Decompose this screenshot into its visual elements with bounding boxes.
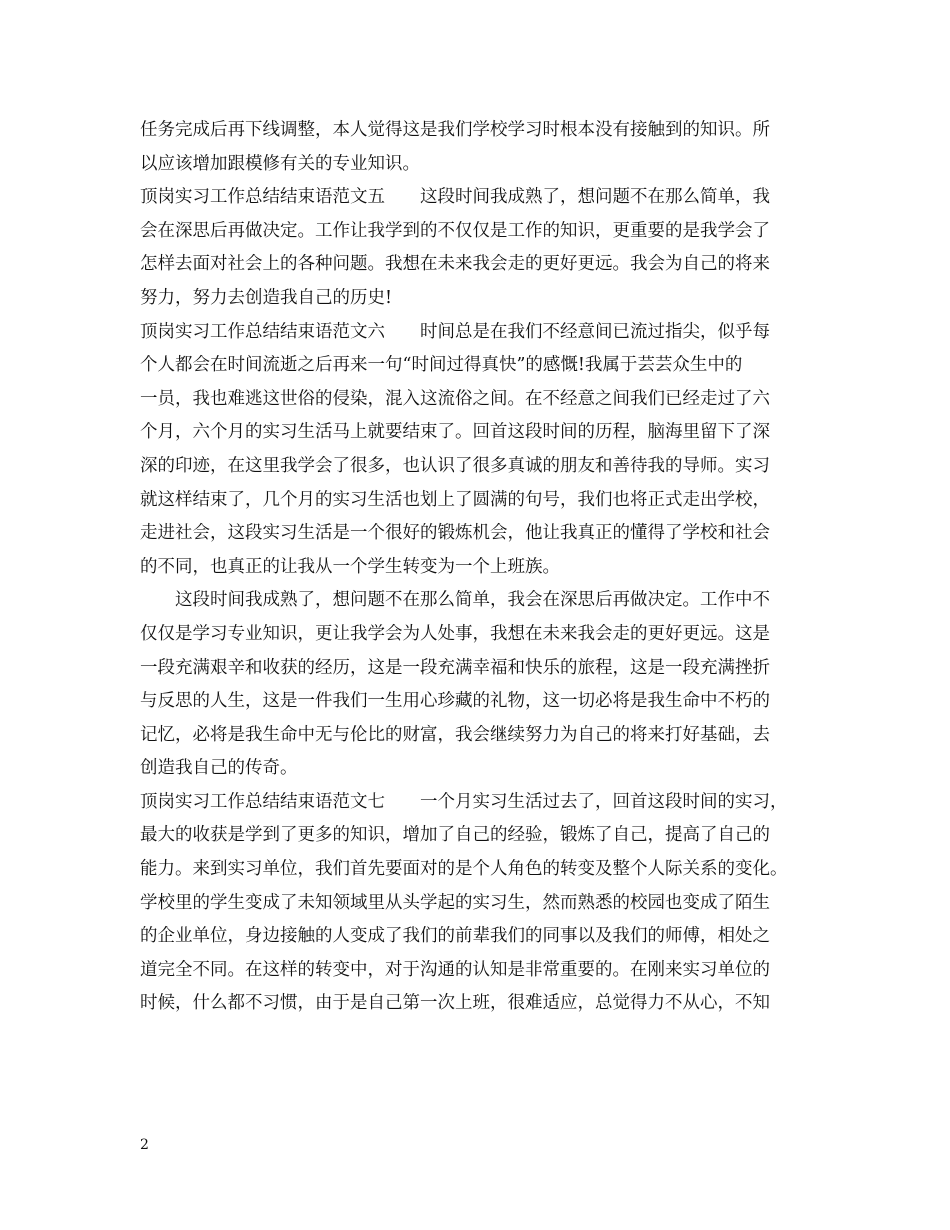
text-line: 仅仅是学习专业知识，更让我学会为人处事，我想在未来我会走的更好更远。这是	[140, 623, 770, 644]
text-line: 走进社会，这段实习生活是一个很好的锻炼机会，他让我真正的懂得了学校和社会	[140, 523, 770, 544]
paragraph-first-line: 这段时间我成熟了，想问题不在那么简单，我会在深思后再做决定。工作中不	[175, 590, 770, 611]
text-line: 怎样去面对社会上的各种问题。我想在未来我会走的更好更远。我会为自己的将来	[140, 254, 770, 275]
text-line: 时候，什么都不习惯，由于是自己第一次上班，很难适应，总觉得力不从心，不知	[140, 993, 770, 1014]
page-number: 2	[140, 1137, 149, 1153]
body-text	[140, 114, 830, 1021]
text-line: 个人都会在时间流逝之后再来一句“时间过得真快”的感慨!我属于芸芸众生中的	[140, 355, 743, 376]
text-line: 以应该增加跟模修有关的专业知识。	[140, 153, 420, 174]
text-line: 与反思的人生，这是一件我们一生用心珍藏的礼物，这一切必将是我生命中不朽的	[140, 691, 770, 712]
text-line: 会在深思后再做决定。工作让我学到的不仅仅是工作的知识，更重要的是我学会了	[140, 220, 770, 241]
text-line: 的不同，也真正的让我从一个学生转变为一个上班族。	[140, 556, 560, 577]
text-line: 最大的收获是学到了更多的知识，增加了自己的经验，锻炼了自己，提高了自己的	[140, 825, 770, 846]
text-line: 能力。来到实习单位，我们首先要面对的是个人角色的转变及整个人际关系的变化。	[140, 859, 788, 880]
text-line: 努力，努力去创造我自己的历史!	[140, 287, 393, 308]
text-line: 学校里的学生变成了未知领域里从头学起的实习生，然而熟悉的校园也变成了陌生	[140, 892, 770, 913]
section-heading-line: 顶岗实习工作总结结束语范文五 这段时间我成熟了，想问题不在那么简单，我	[140, 187, 770, 208]
text-line: 就这样结束了，几个月的实习生活也划上了圆满的句号，我们也将正式走出学校，	[140, 489, 770, 510]
text-line: 的企业单位，身边接触的人变成了我们的前辈我们的同事以及我们的师傅，相处之	[140, 926, 770, 947]
text-line: 任务完成后再下线调整，本人觉得这是我们学校学习时根本没有接触到的知识。所	[140, 120, 770, 140]
text-line: 一段充满艰辛和收获的经历，这是一段充满幸福和快乐的旅程，这是一段充满挫折	[140, 657, 770, 678]
text-line: 深的印迹，在这里我学会了很多，也认识了很多真诚的朋友和善待我的导师。实习	[140, 455, 770, 476]
text-line: 个月，六个月的实习生活马上就要结束了。回首这段时间的历程，脑海里留下了深	[140, 422, 770, 443]
text-line: 创造我自己的传奇。	[140, 758, 298, 779]
text-line: 一员，我也难逃这世俗的侵染，混入这流俗之间。在不经意之间我们已经走过了六	[140, 388, 770, 409]
section-heading-line: 顶岗实习工作总结结束语范文七 一个月实习生活过去了，回首这段时间的实习，	[140, 791, 788, 812]
section-heading-line: 顶岗实习工作总结结束语范文六 时间总是在我们不经意间已流过指尖，似乎每	[140, 321, 770, 342]
text-line: 记忆，必将是我生命中无与伦比的财富，我会继续努力为自己的将来打好基础，去	[140, 724, 770, 745]
text-line: 道完全不同。在这样的转变中，对于沟通的认知是非常重要的。在刚来实习单位的	[140, 959, 770, 980]
